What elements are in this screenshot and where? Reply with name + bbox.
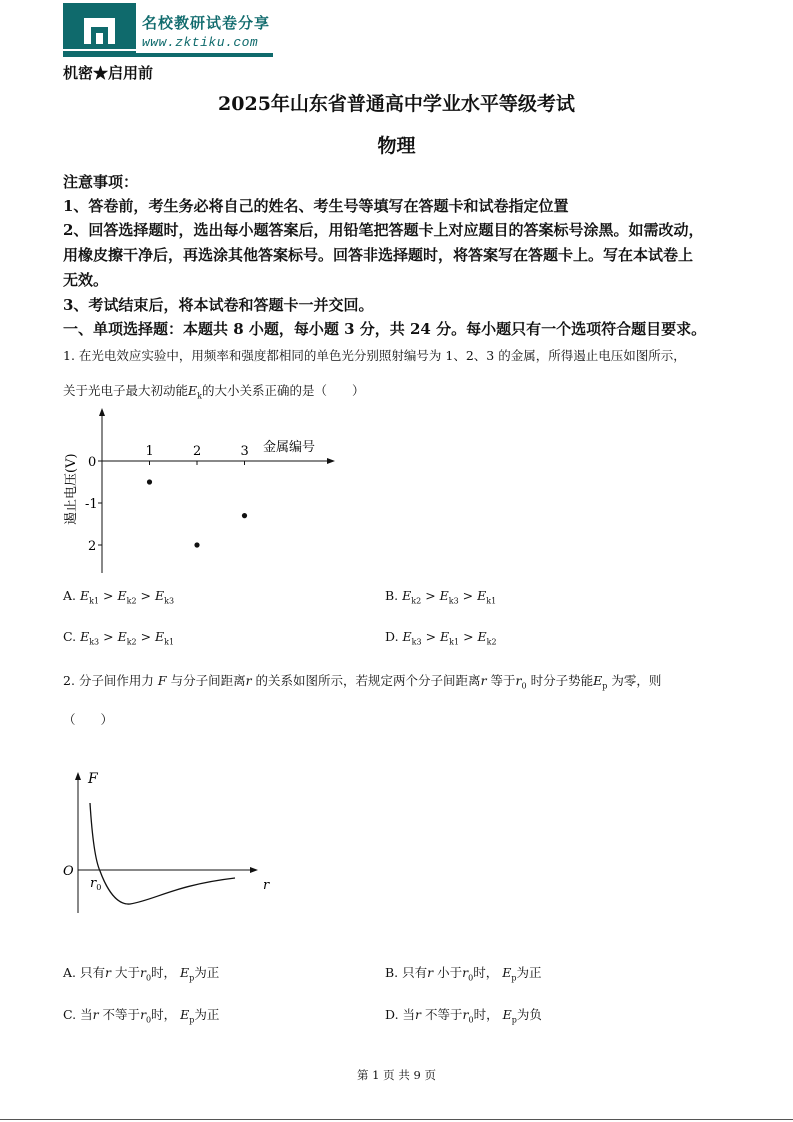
secret-label: 机密★启用前 (63, 64, 154, 82)
q2-force-curve (90, 803, 235, 904)
ek-subscript: k1 (449, 637, 460, 647)
notice-item-2-line-3: 无效。 (63, 271, 109, 289)
q2-x-label: r (263, 878, 270, 893)
q1-data-point (194, 542, 199, 547)
gt-sign: > (421, 588, 440, 603)
q1-x-tick-label: 3 (240, 444, 249, 459)
gt-sign: > (421, 629, 441, 644)
ek-subscript: k2 (126, 637, 137, 647)
q2-origin-label: O (63, 864, 74, 879)
ek-symbol: E (402, 588, 412, 603)
ek-symbol: E (440, 629, 450, 644)
gt-sign: > (136, 629, 156, 644)
q1-option-b[interactable]: B. $E_{k2} > E_{k3} > E_{k1}$ (385, 588, 497, 606)
q1-y-axis-label: 遏止电压(V) (64, 453, 79, 525)
q2-line-1: 2. 分子间作用力 F 与分子间距离r 的关系如图所示，若规定两个分子间距离r 等于$r_0$ 时分子势能$E_p$ 为零，则 (63, 673, 662, 691)
q1-y-tick-label: -1 (85, 497, 98, 512)
notice-item-2-line-2: 用橡皮擦干净后，再选涂其他答案标号。回答非选择题时，将答案写在答题卡上。写在本试卷上 (63, 246, 694, 264)
q1-data-point (147, 479, 152, 484)
bottom-divider (0, 1119, 793, 1120)
notice-item-3: 3、考试结束后，将本试卷和答题卡一并交回。 (63, 296, 374, 314)
q1-option-a[interactable]: A. $E_{k1} > E_{k2} > E_{k3}$ (63, 588, 175, 606)
ek-subscript: k3 (411, 637, 422, 647)
ek-subscript: k1 (89, 596, 100, 606)
q2-x-axis-arrow (250, 867, 258, 873)
q2-y-label: F (88, 771, 98, 787)
section-heading: 一、单项选择题：本题共 8 小题，每小题 3 分，共 24 分。每小题只有一个选项符合题目要求。 (63, 320, 707, 338)
exam-title: 2025年山东省普通高中学业水平等级考试 (218, 93, 575, 115)
q2-y-axis-arrow (75, 772, 81, 780)
q1-y-tick-label: 2 (88, 539, 97, 554)
q1-line-2: 关于光电子最大初动能$E_k$的大小关系正确的是（ ） (63, 383, 365, 401)
q1-x-axis-arrow (327, 458, 335, 464)
ek-symbol: E (477, 588, 487, 603)
q1-data-point (242, 513, 247, 518)
site-name: 名校教研试卷分享 (142, 14, 271, 32)
ek-subscript: k1 (486, 596, 497, 606)
q2-option-b[interactable]: B. 只有r 小于$r_0$时， $E_p$为正 (385, 965, 542, 983)
gt-sign: > (99, 588, 118, 603)
site-url: www.zktiku.com (142, 35, 259, 50)
ek-subscript: k3 (89, 637, 100, 647)
gt-sign: > (459, 629, 478, 644)
ek-symbol: E (117, 629, 127, 644)
ek-symbol: E (155, 629, 165, 644)
q1-option-c[interactable]: C. $E_{k3} > E_{k2} > E_{k1}$ (63, 629, 175, 647)
ek-symbol: E (402, 629, 412, 644)
logo-divider (63, 49, 136, 51)
logo-underline (63, 53, 273, 57)
q2-option-c[interactable]: C. 当r 不等于$r_0$时， $E_p$为正 (63, 1007, 220, 1025)
ek-symbol: E (154, 588, 165, 603)
gt-sign: > (136, 588, 155, 603)
ek-symbol: E (80, 588, 90, 603)
ek-symbol: E (477, 629, 487, 644)
ek-subscript: k2 (126, 596, 137, 606)
ek-subscript: k3 (448, 596, 459, 606)
q2-force-distance-chart (55, 765, 285, 915)
notice-heading: 注意事项： (63, 173, 139, 191)
site-logo-icon (63, 3, 136, 53)
q1-x-tick-label: 2 (193, 444, 202, 459)
page-footer: 第 1 页 共 9 页 (357, 1068, 436, 1082)
notice-item-1: 1、答卷前，考生务必将自己的姓名、考生号等填写在答题卡和试卷指定位置 (63, 197, 569, 215)
exam-subject: 物理 (377, 135, 416, 157)
notice-item-2-line-1: 2、回答选择题时，选出每小题答案后，用铅笔把答题卡上对应题目的答案标号涂黑。如需改动， (63, 221, 704, 239)
q2-option-d[interactable]: D. 当r 不等于$r_0$时， $E_p$为负 (385, 1007, 542, 1025)
ek-subscript: k1 (164, 637, 175, 647)
q1-y-axis-arrow (99, 408, 105, 416)
q1-x-axis-label: 金属编号 (263, 440, 316, 455)
ek-subscript: k3 (164, 596, 175, 606)
q2-option-a[interactable]: A. 只有r 大于$r_0$时， $E_p$为正 (63, 965, 220, 983)
q1-line-1: 1. 在光电效应实验中，用频率和强度都相同的单色光分别照射编号为 1、2、3 的金属，所得遏止电压如图所示， (63, 348, 686, 363)
q1-x-tick-label: 1 (145, 444, 154, 459)
q2-line-2: （ ） (63, 712, 114, 727)
ek-subscript: k2 (486, 637, 497, 647)
gt-sign: > (458, 588, 478, 603)
ek-subscript: k2 (411, 596, 422, 606)
ek-symbol: E (117, 588, 127, 603)
gt-sign: > (99, 629, 118, 644)
q1-stopping-voltage-chart (55, 405, 355, 580)
q1-option-d[interactable]: D. $E_{k3} > E_{k1} > E_{k2}$ (385, 629, 497, 647)
ek-symbol: E (439, 588, 449, 603)
q2-r0-label: $r_0$ (90, 876, 102, 892)
ek-symbol: E (80, 629, 90, 644)
q1-y-tick-label: 0 (88, 455, 97, 470)
